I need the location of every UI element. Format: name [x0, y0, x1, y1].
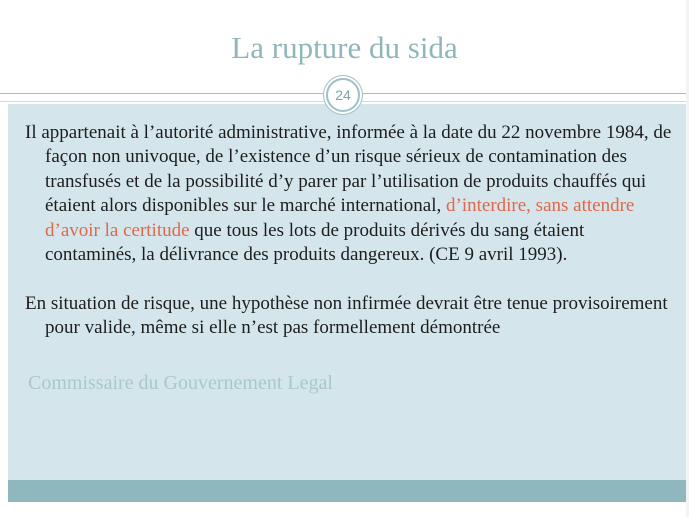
risk-paragraph: En situation de risque, une hypothèse non infirmée devrait être tenue provisoirement pour valide, même si elle n’est pas formellement démontrée	[25, 293, 668, 339]
page-number-badge	[326, 78, 360, 112]
bottom-bar	[8, 480, 686, 502]
page-number: 24	[335, 87, 351, 103]
quote-highlight: d’interdire, sans attendre d’avoir la certitude	[45, 195, 635, 241]
quote-paragraph	[25, 121, 675, 267]
slide-title: La rupture du sida	[231, 30, 458, 65]
quote-text-end: que tous les lots de produits dérivés du sang étaient contaminés, la délivrance des produits dangereux. (CE 9 avril 1993).	[45, 219, 585, 266]
signature: Commissaire du Gouvernement Legal	[28, 372, 333, 394]
quote-text-start: Il appartenait à l’autorité administrative, informée à la date du 22 novembre 1984, de façon non univoque, de l’existence d’un risque sérieux de contamination des transfusés et de la possibilité d’y parer par l’utilisation de produits chauffés qui étaient alors disponibles sur le marché international,	[25, 122, 672, 217]
